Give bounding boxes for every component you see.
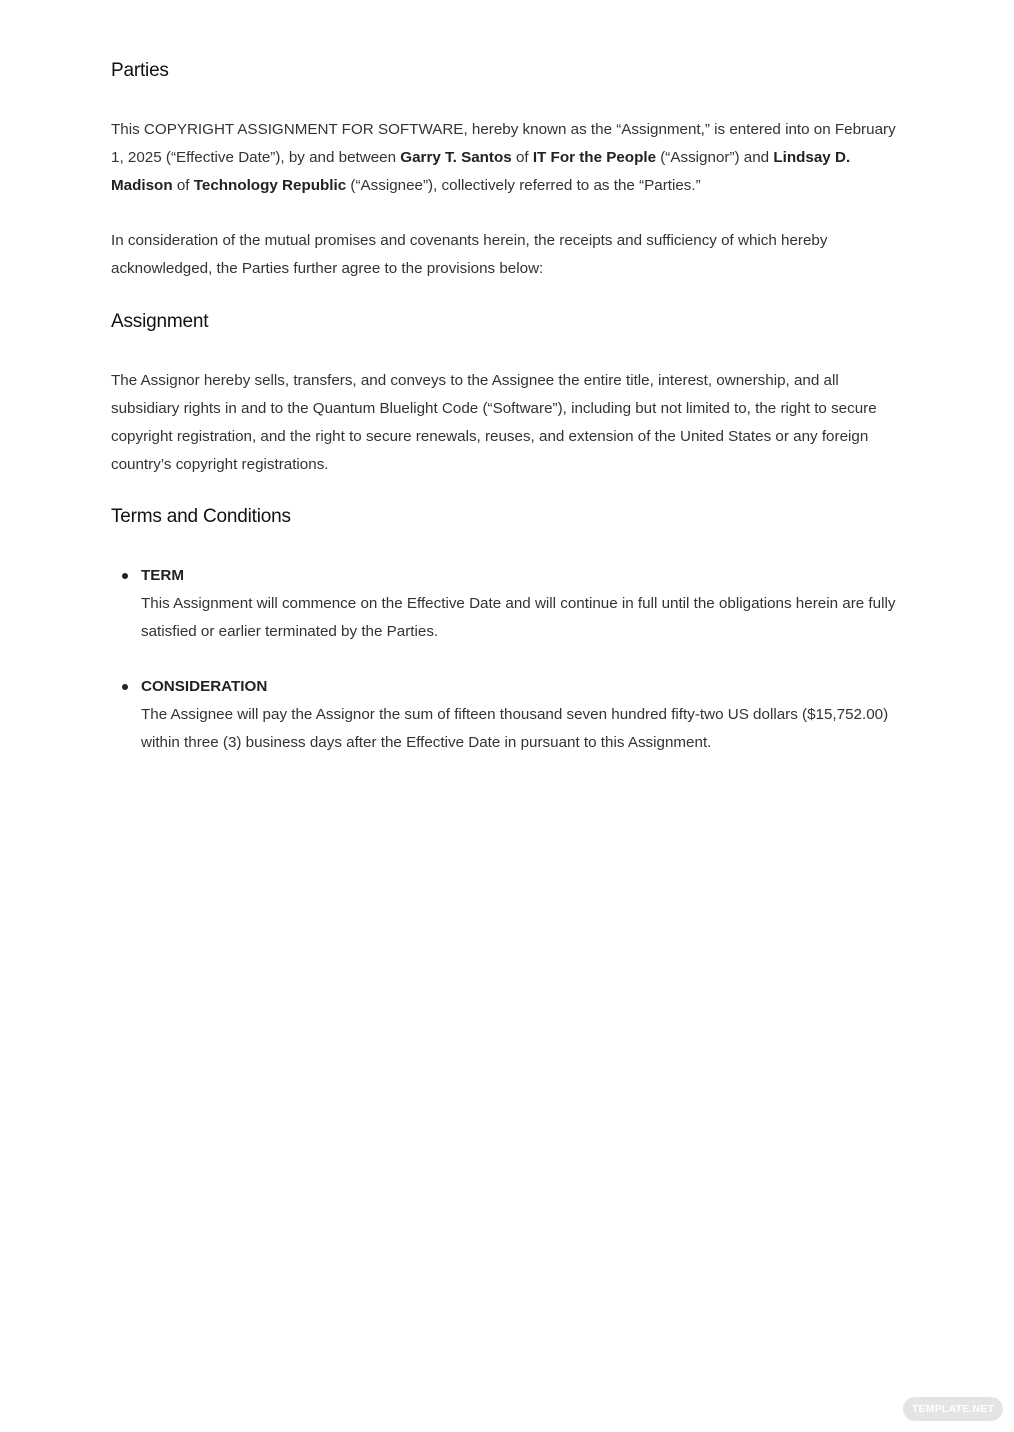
parties-text-1: This COPYRIGHT ASSIGNMENT FOR SOFTWARE, hereby known as the “Assignment,” is entered into on February 1, 2025 (“Effective Date”), by and between bbox=[111, 121, 896, 166]
assignee-name: Lindsay D. Madison bbox=[111, 149, 851, 194]
template-watermark-badge[interactable]: TEMPLATE.NET bbox=[903, 1397, 1003, 1421]
parties-paragraph bbox=[111, 116, 903, 200]
consideration-text: The Assignee will pay the Assignor the sum of fifteen thousand seven hundred fifty-two US dollars ($15,752.00) within three (3) business days after the Effective Date in pursuant to this Assignment. bbox=[141, 706, 889, 751]
consideration-title: CONSIDERATION bbox=[141, 678, 268, 695]
parties-text-2: of bbox=[511, 149, 533, 166]
parties-text-4: of bbox=[172, 177, 194, 194]
bullet-icon bbox=[122, 573, 128, 579]
list-item bbox=[111, 562, 903, 646]
assignor-name: Garry T. Santos bbox=[400, 149, 512, 166]
terms-heading: Terms and Conditions bbox=[111, 506, 291, 527]
parties-text-5: (“Assignee”), collectively referred to as the “Parties.” bbox=[346, 177, 701, 194]
terms-list bbox=[111, 562, 903, 757]
assignment-paragraph: The Assignor hereby sells, transfers, and conveys to the Assignee the entire title, interest, ownership, and all subsidiary rights in and to the Quantum Bluelight Code (“Software”), including but not limited to, the right to secure copyright registration, and the right to secure renewals, reuses, and extension of the United States or any foreign country’s copyright registrations. bbox=[111, 372, 877, 473]
assignment-heading: Assignment bbox=[111, 311, 209, 332]
parties-text-3: (“Assignor”) and bbox=[656, 149, 774, 166]
consideration-paragraph: In consideration of the mutual promises and covenants herein, the receipts and sufficiency of which hereby acknowledged, the Parties further agree to the provisions below: bbox=[111, 232, 828, 277]
assignor-company: IT For the People bbox=[532, 149, 657, 166]
list-item bbox=[111, 673, 903, 757]
term-text: This Assignment will commence on the Effective Date and will continue in full until the obligations herein are fully satisfied or earlier terminated by the Parties. bbox=[141, 595, 896, 640]
assignee-company: Technology Republic bbox=[193, 177, 347, 194]
parties-heading: Parties bbox=[111, 60, 169, 81]
term-title: TERM bbox=[141, 567, 185, 584]
bullet-icon bbox=[122, 684, 128, 690]
